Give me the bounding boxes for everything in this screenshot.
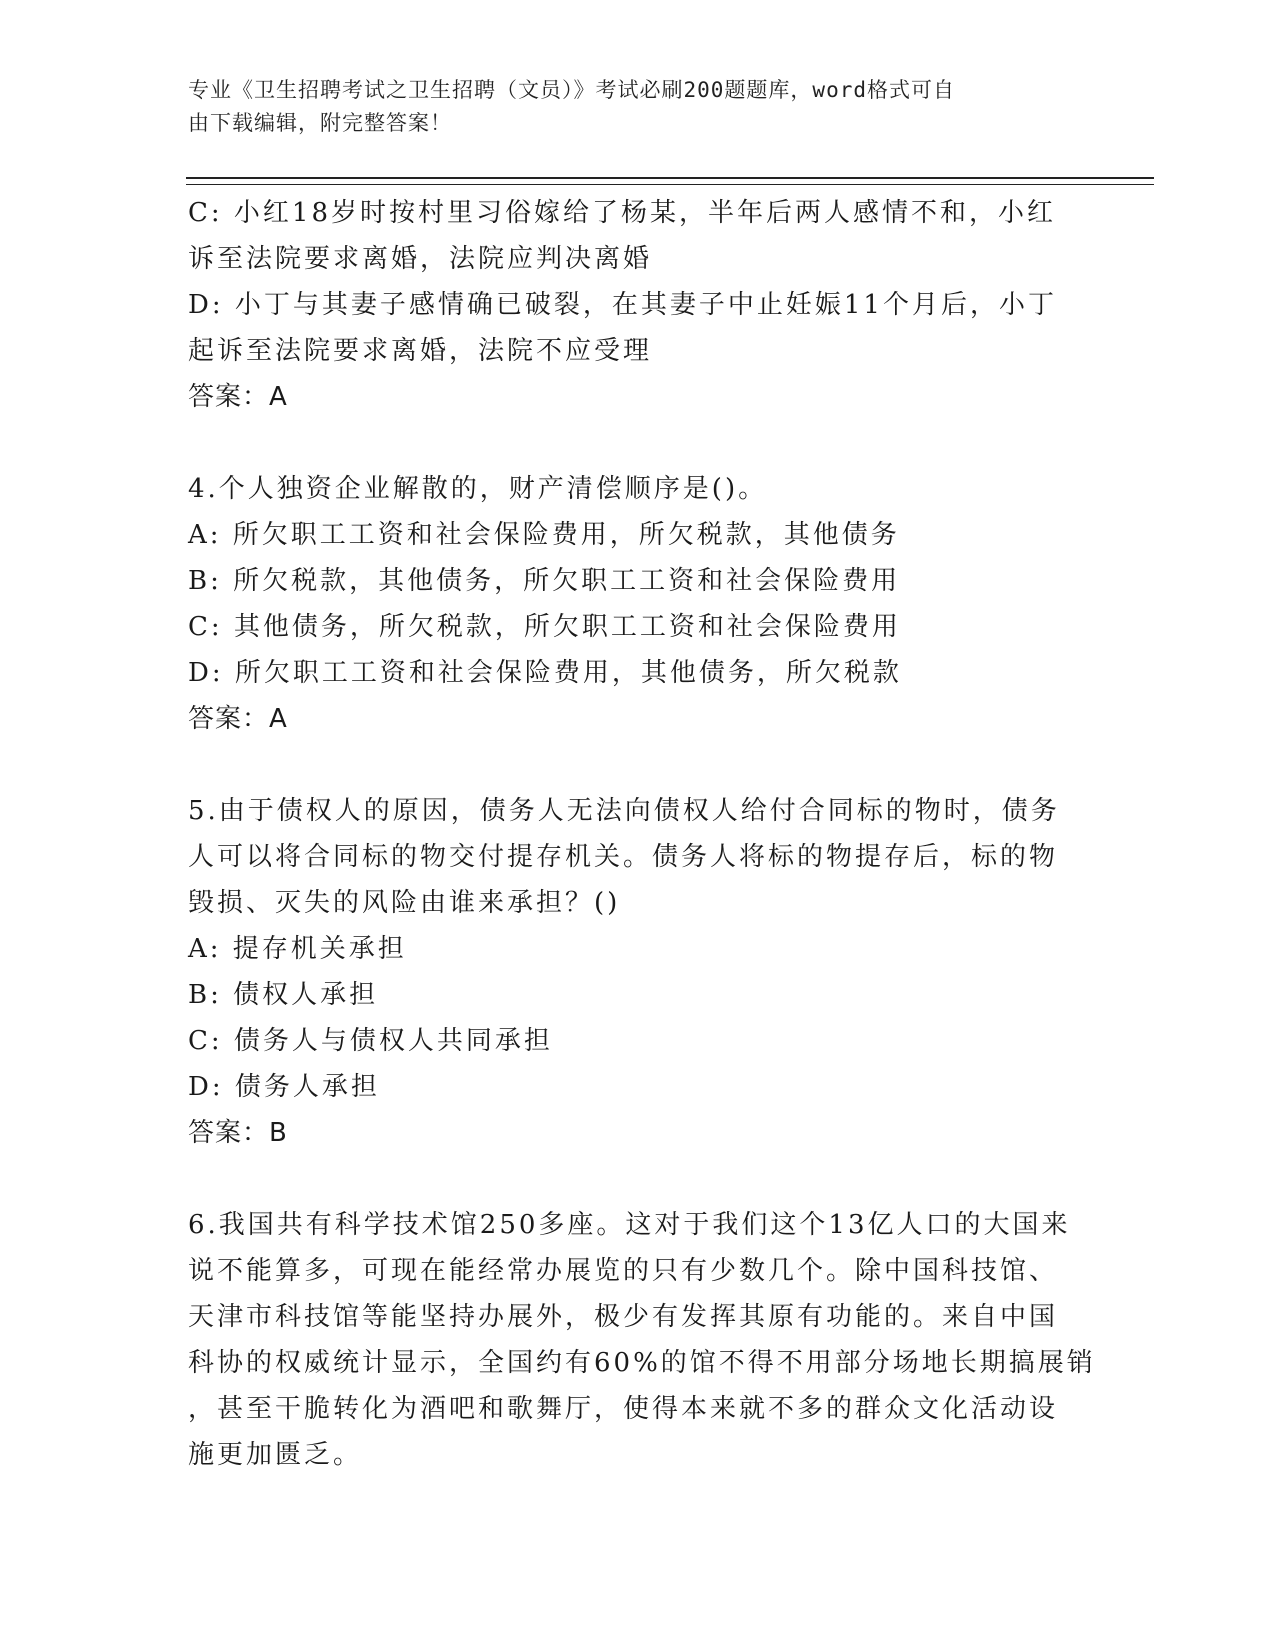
option-d-line-1: D: 小丁与其妻子感情确已破裂，在其妻子中止妊娠11个月后，小丁 <box>188 290 1057 320</box>
question-6-text-line-2: 说不能算多，可现在能经常办展览的只有少数几个。除中国科技馆、 <box>188 1256 1059 1286</box>
question-6-text-line-1: 6.我国共有科学技术馆250多座。这对于我们这个13亿人口的大国来 <box>188 1210 1071 1240</box>
question-5-text-line-2: 人可以将合同标的物交付提存机关。债务人将标的物提存后，标的物 <box>188 842 1059 872</box>
question-3-tail <box>188 190 1088 420</box>
header-divider-thick <box>186 177 1154 179</box>
question-4-option-b: B: 所欠税款，其他债务，所欠职工工资和社会保险费用 <box>188 566 901 596</box>
question-5-text-line-3: 毁损、灭失的风险由谁来承担？() <box>188 888 621 918</box>
question-6-text-line-6: 施更加匮乏。 <box>188 1440 363 1470</box>
option-c-line-2: 诉至法院要求离婚，法院应判决离婚 <box>188 244 653 274</box>
question-6-text-line-5: ，甚至干脆转化为酒吧和歌舞厅，使得本来就不多的群众文化活动设 <box>188 1394 1059 1424</box>
question-4-option-a: A: 所欠职工工资和社会保险费用，所欠税款，其他债务 <box>188 520 900 550</box>
document-body <box>188 190 1096 1478</box>
spacer <box>188 1156 1088 1202</box>
spacer <box>188 420 1088 466</box>
spacer <box>188 742 1088 788</box>
question-5-option-a: A: 提存机关承担 <box>188 934 407 964</box>
question-4-option-c: C: 其他债务，所欠税款，所欠职工工资和社会保险费用 <box>188 612 901 642</box>
question-5-option-c: C: 债务人与债权人共同承担 <box>188 1026 553 1056</box>
option-c-line-1: C: 小红18岁时按村里习俗嫁给了杨某，半年后两人感情不和，小红 <box>188 198 1057 228</box>
header-divider-thin <box>186 184 1154 185</box>
question-4-option-d: D: 所欠职工工资和社会保险费用，其他债务，所欠税款 <box>188 658 902 688</box>
answer-4: 答案：A <box>188 704 288 734</box>
header-title-line-2: 由下载编辑，附完整答案！ <box>188 111 452 135</box>
document-header <box>188 74 1068 140</box>
question-5-text-line-1: 5.由于债权人的原因，债务人无法向债权人给付合同标的物时，债务 <box>188 796 1060 826</box>
question-5-option-d: D: 债务人承担 <box>188 1072 380 1102</box>
answer-3: 答案：A <box>188 382 288 412</box>
option-d-line-2: 起诉至法院要求离婚，法院不应受理 <box>188 336 653 366</box>
question-6-text-line-4: 科协的权威统计显示，全国约有60%的馆不得不用部分场地长期搞展销 <box>188 1348 1096 1378</box>
question-5 <box>188 788 1088 1156</box>
question-4-text: 4.个人独资企业解散的，财产清偿顺序是()。 <box>188 474 768 504</box>
answer-5: 答案：B <box>188 1118 288 1148</box>
question-6 <box>188 1202 1096 1478</box>
question-5-option-b: B: 债权人承担 <box>188 980 379 1010</box>
question-4 <box>188 466 1088 742</box>
question-6-text-line-3: 天津市科技馆等能坚持办展外，极少有发挥其原有功能的。来自中国 <box>188 1302 1059 1332</box>
header-title-line-1: 专业《卫生招聘考试之卫生招聘（文员）》考试必刷200题题库，word格式可自 <box>188 78 955 102</box>
